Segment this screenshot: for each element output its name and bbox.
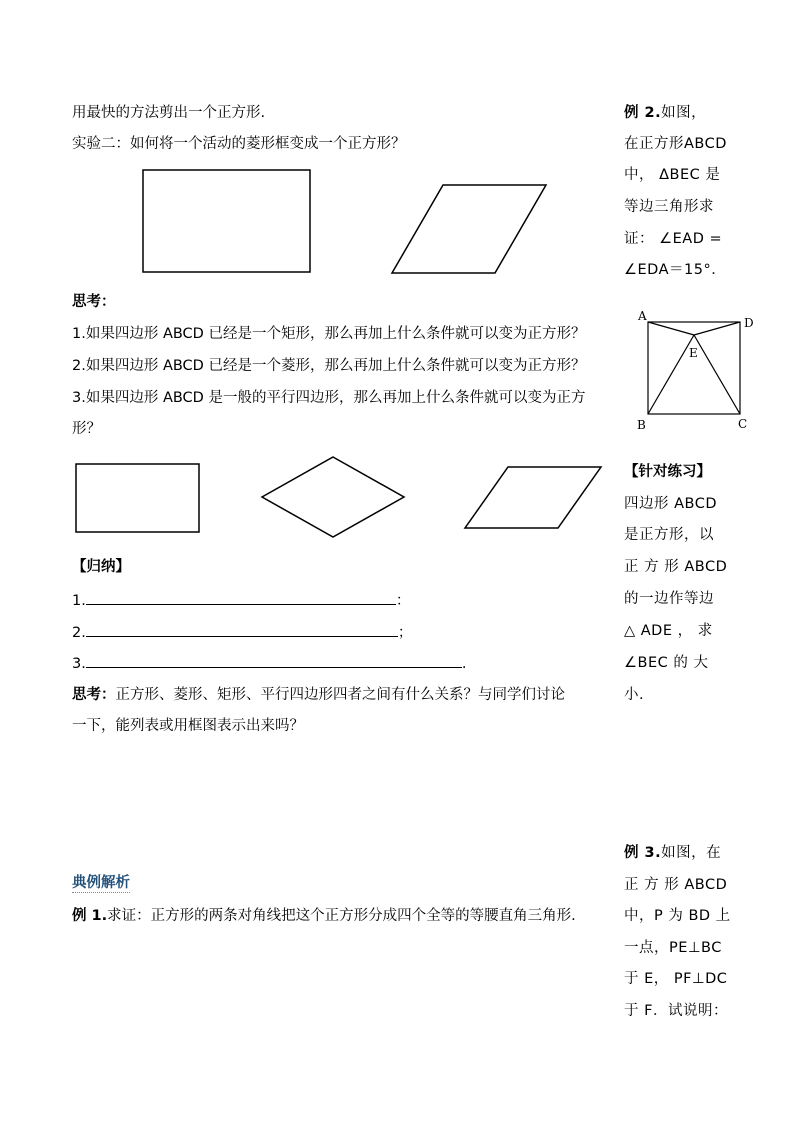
question-3-cont: 形？ <box>72 421 101 437</box>
line-cut-square: 用最快的方法剪出一个正方形. <box>72 105 266 121</box>
rhombus-shape <box>262 457 404 537</box>
summary-line-2 <box>72 622 412 643</box>
example-2-line-5: ∠EDA＝15°． <box>624 262 727 278</box>
blank-3[interactable] <box>86 653 462 668</box>
example-2-line-1: 在正方形ABCD <box>624 136 727 152</box>
example-2-line-3: 等边三角形求 <box>624 199 714 215</box>
practice-line-0: 四边形 ABCD <box>624 496 718 512</box>
summary-2-end: ； <box>397 625 413 641</box>
think-two <box>72 685 565 705</box>
blank-1[interactable] <box>86 590 396 605</box>
label-c: C <box>738 417 748 431</box>
practice-title: 【针对练习】 <box>624 464 711 480</box>
label-b: B <box>637 418 646 432</box>
example-2-line-4: 证： ∠EAD = <box>624 231 723 247</box>
blank-2[interactable] <box>86 622 398 637</box>
practice-line-1: 是正方形，以 <box>624 527 714 543</box>
summary-3-num: 3. <box>72 656 86 672</box>
label-e: E <box>689 346 698 360</box>
question-3: 3.如果四边形 ABCD 是一般的平行四边形，那么再加上什么条件就可以变为正方 <box>72 390 586 406</box>
question-2: 2.如果四边形 ABCD 已经是一个菱形，那么再加上什么条件就可以变为正方形？ <box>72 358 586 374</box>
summary-line-1 <box>72 590 410 611</box>
label-d: D <box>744 316 754 330</box>
practice-line-4: △ ADE ， 求 <box>624 623 713 639</box>
summary-1-num: 1. <box>72 593 86 609</box>
think-two-cont: 一下，能列表或用框图表示出来吗？ <box>72 718 304 734</box>
example-2-line-2: 中， ΔBEC 是 <box>624 167 721 183</box>
example-3-line-0: 如图，在 <box>661 845 722 861</box>
practice-line-5: ∠BEC 的 大 <box>624 655 709 671</box>
example-3-line-3: 一点，PE⊥BC <box>624 940 722 956</box>
summary-line-3 <box>72 653 466 674</box>
example-1-text: 求证：正方形的两条对角线把这个正方形分成四个全等的等腰直角三角形. <box>107 908 576 924</box>
rectangle-shape-1 <box>143 170 310 272</box>
square-figure <box>648 322 740 414</box>
summary-title: 【归纳】 <box>72 559 130 575</box>
example-2-header <box>624 103 706 123</box>
example-2-label: 例 2. <box>624 105 662 121</box>
practice-line-3: 的一边作等边 <box>624 591 714 607</box>
question-1: 1.如果四边形 ABCD 已经是一个矩形，那么再加上什么条件就可以变为正方形？ <box>72 326 586 342</box>
parallelogram-shape-1 <box>392 185 546 273</box>
rectangle-shape-2 <box>76 464 199 532</box>
think-two-text: 正方形、菱形、矩形、平行四边形四者之间有什么关系？与同学们讨论 <box>115 687 565 703</box>
example-3-header <box>624 843 721 863</box>
example-3-line-4: 于 E， PF⊥DC <box>624 971 728 987</box>
summary-1-end: ： <box>395 593 411 609</box>
summary-2-num: 2. <box>72 625 86 641</box>
parallelogram-shape-2 <box>465 467 601 528</box>
label-a: A <box>638 309 647 323</box>
example-3-label: 例 3. <box>624 845 662 861</box>
example-1 <box>72 906 576 926</box>
example-3-line-1: 正 方 形 ABCD <box>624 877 728 893</box>
section-heading: 典例解析 <box>72 875 130 891</box>
summary-3-end: . <box>461 656 467 672</box>
example-1-label: 例 1. <box>72 908 108 924</box>
think-title: 思考： <box>72 294 116 310</box>
example-3-line-5: 于 F．试说明： <box>624 1003 728 1019</box>
practice-line-6: 小. <box>624 687 645 703</box>
example-2-line-0: 如图， <box>661 105 707 121</box>
experiment-two: 实验二：如何将一个活动的菱形框变成一个正方形？ <box>72 136 406 152</box>
think-two-title: 思考： <box>72 687 116 703</box>
practice-line-2: 正 方 形 ABCD <box>624 559 728 575</box>
example-3-line-2: 中，P 为 BD 上 <box>624 908 731 924</box>
